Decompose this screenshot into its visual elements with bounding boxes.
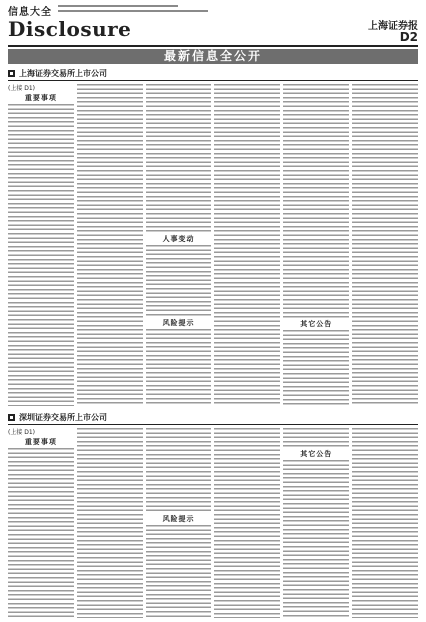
subheading-other: 其它公告 <box>300 450 333 458</box>
text-lines <box>8 448 74 618</box>
text-lines <box>8 104 74 406</box>
square-bullet-icon <box>8 414 15 421</box>
text-lines <box>283 84 349 319</box>
masthead-section-name: Disclosure <box>8 17 132 41</box>
section-body-shenzhen <box>8 428 418 618</box>
subheading-important: 重要事项 <box>24 94 57 102</box>
masthead-rule <box>8 45 418 47</box>
text-column <box>146 428 212 618</box>
section-header-shenzhen <box>8 412 418 424</box>
text-column <box>146 84 212 406</box>
text-column <box>214 428 280 618</box>
square-bullet-icon <box>8 70 15 77</box>
text-lines <box>146 525 212 618</box>
text-column <box>283 428 349 618</box>
text-column <box>352 84 418 406</box>
text-lines <box>283 330 349 406</box>
continued-note: (上接 D1) <box>8 85 36 92</box>
text-lines <box>146 428 212 514</box>
text-column <box>283 84 349 406</box>
text-lines <box>352 428 418 618</box>
text-column <box>77 428 143 618</box>
subheading-other: 其它公告 <box>300 320 333 328</box>
masthead-meta-line <box>58 5 178 7</box>
section-body-shanghai <box>8 84 418 406</box>
continued-note: (上接 D1) <box>8 429 36 436</box>
text-column <box>77 84 143 406</box>
text-lines <box>146 329 212 406</box>
section-rule <box>8 424 418 425</box>
masthead-paper-name: 上海证券报 <box>368 21 418 32</box>
text-lines <box>146 245 212 318</box>
subheading-important: 重要事项 <box>24 438 57 446</box>
subheading-risk: 风险提示 <box>162 515 195 523</box>
section-title: 深圳证券交易所上市公司 <box>19 413 107 422</box>
section-rule <box>8 80 418 81</box>
section-header-shanghai <box>8 68 418 80</box>
masthead-meta-line <box>58 10 208 12</box>
text-column <box>8 428 74 618</box>
page-banner: 最新信息全公开 <box>8 49 418 64</box>
text-lines <box>77 428 143 618</box>
text-lines <box>352 84 418 406</box>
masthead-title: 信息大全 <box>8 7 52 18</box>
text-lines <box>214 84 280 406</box>
text-lines <box>283 428 349 449</box>
subheading-risk: 风险提示 <box>162 319 195 327</box>
text-column <box>352 428 418 618</box>
text-lines <box>146 84 212 234</box>
text-column <box>214 84 280 406</box>
text-lines <box>283 460 349 618</box>
subheading-personnel: 人事变动 <box>162 235 195 243</box>
text-column <box>8 84 74 406</box>
text-lines <box>77 84 143 406</box>
masthead-page-number: D2 <box>399 30 418 44</box>
text-lines <box>214 428 280 618</box>
section-title: 上海证券交易所上市公司 <box>19 69 107 78</box>
